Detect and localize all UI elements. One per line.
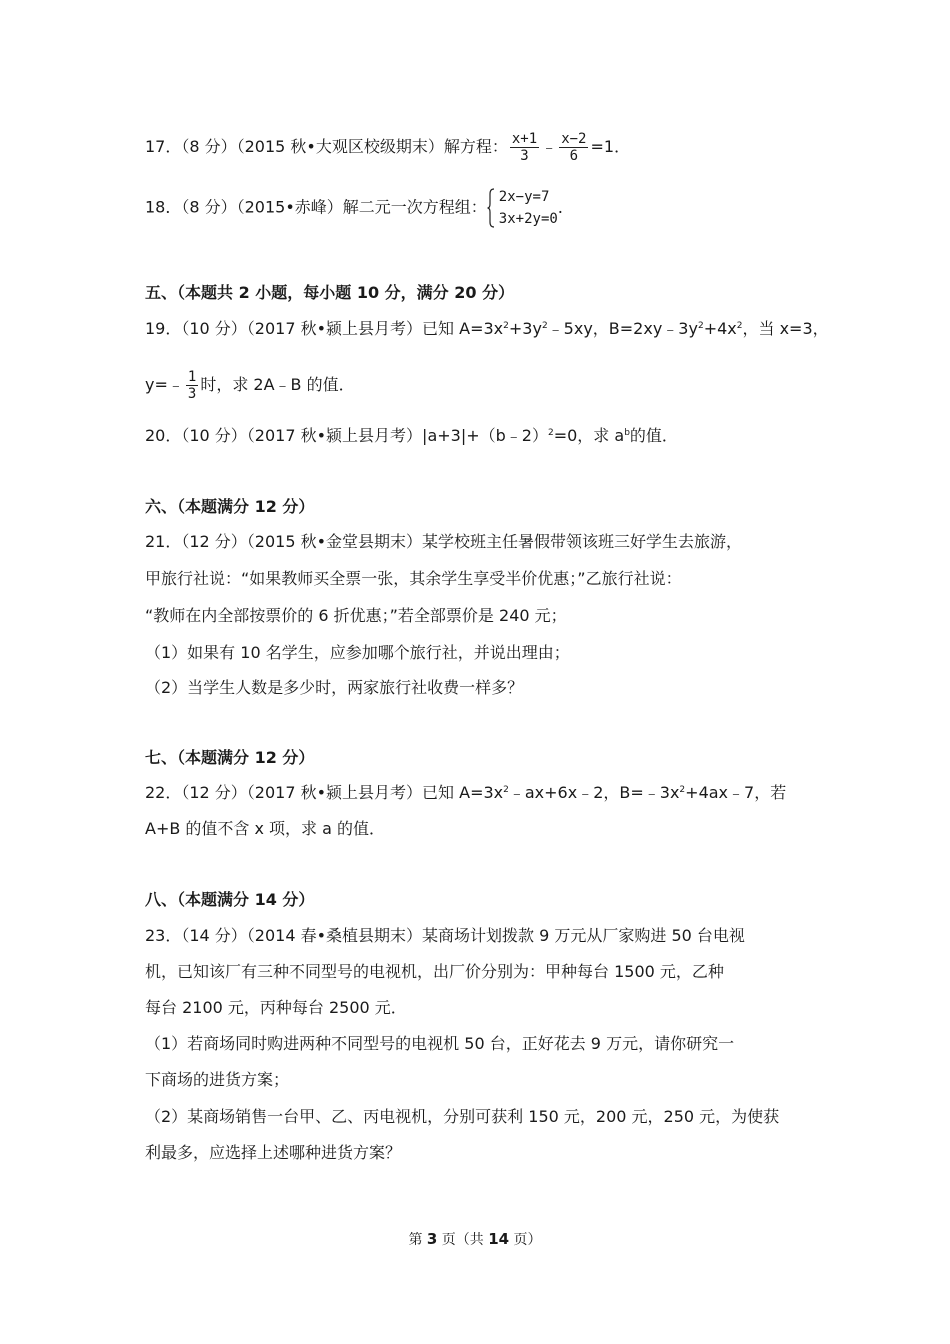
question-17: 17．（8 分）（2015 秋•大观区校级期末）解方程： $\frac{x+1}{3}$ ﹣ $\frac{x-2}{6}$ =1． [145,131,631,164]
question-23-part-1: （1）若商场同时购进两种不同型号的电视机 50 台，正好花去 9 万元，请你研究一 [145,1034,735,1053]
question-23-line-5: 下商场的进货方案； [145,1070,290,1089]
page-number: 3 [426,1230,438,1248]
section-5-heading: 五、（本题共 2 小题，每小题 10 分，满分 20 分） [145,283,515,302]
total-pages: 14 [488,1230,510,1248]
section-6-heading: 六、（本题满分 12 分） [145,497,315,516]
question-21-line-3: “教师在内全部按票价的 6 折优惠；”若全部票价是 240 元； [145,606,567,625]
q17-text: 17．（8 分）（2015 秋•大观区校级期末）解方程： [145,137,508,156]
question-23-part-2: （2）某商场销售一台甲、乙、丙电视机，分别可获利 150 元，200 元，250 元，为使获 [145,1107,780,1126]
section-7-heading: 七、（本题满分 12 分） [145,748,315,767]
question-21-part-2: （2）当学生人数是多少时，两家旅行社收费一样多？ [145,678,524,697]
fraction-2: $\frac{x-2}{6}$ [561,131,587,164]
question-22-line-2: A+B 的值不含 x 项，求 a 的值． [145,819,386,838]
question-20: 20．（10 分）（2017 秋•颍上县月考）|a+3|+（b﹣2）$^2$=0，求 $a^b$的值． [145,426,678,445]
question-23-line-1: 23．（14 分）（2014 春•桑植县期末）某商场计划拨款 9 万元从厂家购进 50 台电视 [145,926,745,945]
question-21-line-2: 甲旅行社说：“如果教师买全票一张，其余学生享受半价优惠；”乙旅行社说： [145,569,682,588]
question-23-line-7: 利最多，应选择上述哪种进货方案？ [145,1143,402,1162]
q18-text: 18．（8 分）（2015•赤峰）解二元一次方程组： [145,197,487,217]
question-19-line-2: y=﹣ $\frac{1}{3}$ 时，求 2A﹣B 的值． [145,369,355,402]
fraction-1: $\frac{x+1}{3}$ [511,131,538,164]
question-22-line-1: 22．（12 分）（2017 秋•颍上县月考）已知 $A=3x^2﹣ax+6x﹣2$，$B=﹣3x^2+4ax﹣7$，若 [145,783,787,802]
question-23-line-2: 机，已知该厂有三种不同型号的电视机，出厂价分别为：甲种每台 1500 元，乙种 [145,962,724,981]
question-21-part-1: （1）如果有 10 名学生，应参加哪个旅行社，并说出理由； [145,643,570,662]
page-footer: 第 3 页（共 14 页） [408,1230,542,1248]
question-18: 18．（8 分）（2015•赤峰）解二元一次方程组： 2x−y=7 3x+2y=0 ． [145,186,574,230]
fraction-third: $\frac{1}{3}$ [187,369,197,402]
brace-icon [487,188,495,228]
question-23-line-3: 每台 2100 元，丙种每台 2500 元． [145,998,407,1017]
section-8-heading: 八、（本题满分 14 分） [145,890,315,909]
question-21-line-1: 21．（12 分）（2015 秋•金堂县期末）某学校班主任暑假带领该班三好学生去旅游， [145,532,743,551]
question-19-line-1: 19．（10 分）（2017 秋•颍上县月考）已知 $A=3x^2+3y^2﹣5xy$，$B=2xy﹣3y^2+4x^2$，当 x=3， [145,319,829,338]
equation-system: 2x−y=7 3x+2y=0 [487,186,558,230]
